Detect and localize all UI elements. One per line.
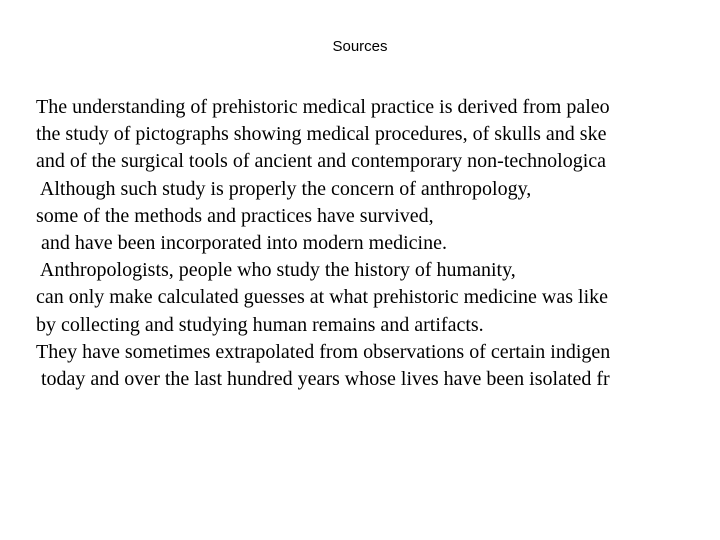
body-line: the study of pictographs showing medical procedures, of skulls and ske xyxy=(36,123,607,146)
body-line: by collecting and studying human remains and artifacts. xyxy=(36,313,484,336)
body-line: Although such study is properly the concern of anthropology, xyxy=(36,177,532,200)
body-line: They have sometimes extrapolated from observations of certain indigen xyxy=(36,340,611,363)
body-line: today and over the last hundred years whose lives have been isolated fr xyxy=(36,368,610,391)
slide-body-text xyxy=(36,94,720,393)
body-line: and of the surgical tools of ancient and contemporary non-technologica xyxy=(36,150,606,173)
body-line: can only make calculated guesses at what prehistoric medicine was like xyxy=(36,286,609,309)
body-line: some of the methods and practices have survived, xyxy=(36,204,434,227)
slide-title: Sources xyxy=(332,38,388,55)
body-line: The understanding of prehistoric medical practice is derived from paleo xyxy=(36,96,610,118)
body-line: and have been incorporated into modern medicine. xyxy=(36,232,447,255)
body-line: Anthropologists, people who study the history of humanity, xyxy=(36,259,516,282)
